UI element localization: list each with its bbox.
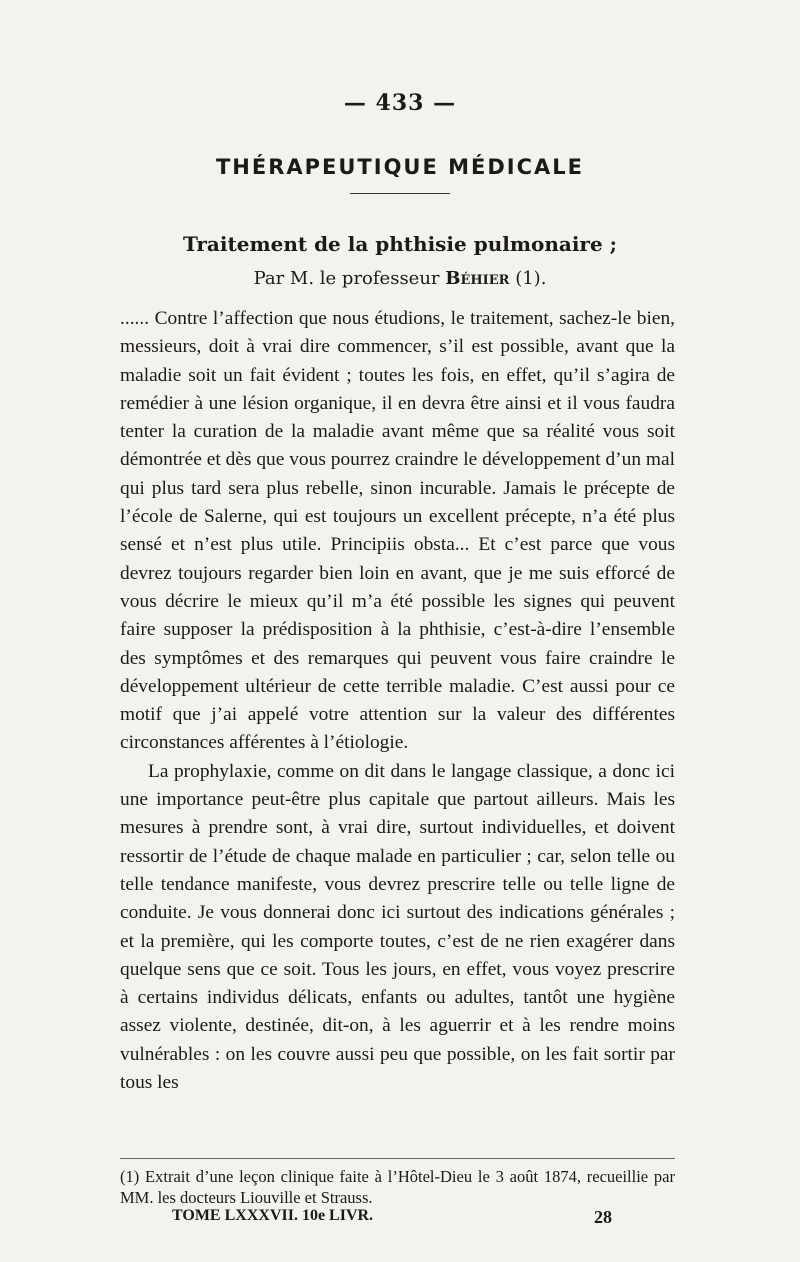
footnote-divider — [120, 1158, 675, 1159]
signature-line — [172, 1207, 612, 1225]
byline — [0, 268, 800, 289]
section-title: THÉRAPEUTIQUE MÉDICALE — [215, 155, 585, 179]
byline-author: Béhier — [445, 268, 510, 289]
sheet-number: 28 — [594, 1207, 612, 1227]
byline-note: (1). — [509, 268, 547, 289]
paragraph: La prophylaxie, comme on dit dans le langage classique, a donc ici une importance peut-être plus capitale que partout ailleurs. Mais les mesures à prendre sont, à vrai dire, surtout individuelles, et doivent ressortir de l’étude de chaque malade en particulier ; car, selon telle ou telle tendance manifeste, vous devrez prescrire telle ou telle ligne de conduite. Je vous donnerai donc ici surtout des indications générales ; et la première, qui les comporte toutes, c’est de ne rien exagérer dans quelque sens que ce soit. Tous les jours, en effet, vous voyez prescrire à certains individus délicats, enfants ou adultes, tantôt une hygiène assez violente, destinée, dit-on, à les aguerrir et à les rendre moins vulnérables : on les couvre aussi peu que possible, on les fait sortir par tous les — [120, 760, 675, 1094]
article-title: Traitement de la phthisie pulmonaire ; — [182, 232, 618, 256]
section-divider — [350, 193, 450, 194]
page-number: — 433 — — [343, 90, 457, 116]
footnote: (1) Extrait d’une leçon clinique faite à l’Hôtel-Dieu le 3 août 1874, recueillie par MM. les docteurs Liouville et Strauss. — [120, 1167, 675, 1207]
paragraph: ...... Contre l’affection que nous étudions, le traitement, sachez-le bien, messieurs, doit à vrai dire commencer, s’il est possible, avant que la maladie soit un fait évident ; toutes les fois, en effet, qu’il s’agira de remédier à une lésion organique, il en devra être ainsi et il vous faudra tenter la curation de la maladie avant même que sa réalité vous soit démontrée et dès que vous pourrez craindre le développement d’un mal qui plus tard sera plus rebelle, sinon incurable. Jamais le précepte de l’école de Salerne, qui est toujours un excellent précepte, n’a été plus sensé et n’est plus utile. Principiis obsta... Et c’est parce que vous devrez toujours regarder bien loin en avant, que je me suis efforcé de vous décrire le mieux qu’il m’a été possible les signes qui peuvent faire supposer la prédisposition à la phthisie, c’est-à-dire l’ensemble des symptômes et des remarques qui peuvent vous faire craindre le développement ultérieur de cette terrible maladie. C’est aussi pour ce motif que j’ai appelé votre attention sur la valeur des différentes circonstances afférentes à l’étiologie. — [120, 308, 675, 754]
body-text — [120, 305, 675, 1097]
volume-signature: TOME LXXXVII. 10e LIVR. — [172, 1207, 374, 1224]
byline-prefix: Par M. le professeur — [253, 268, 446, 289]
